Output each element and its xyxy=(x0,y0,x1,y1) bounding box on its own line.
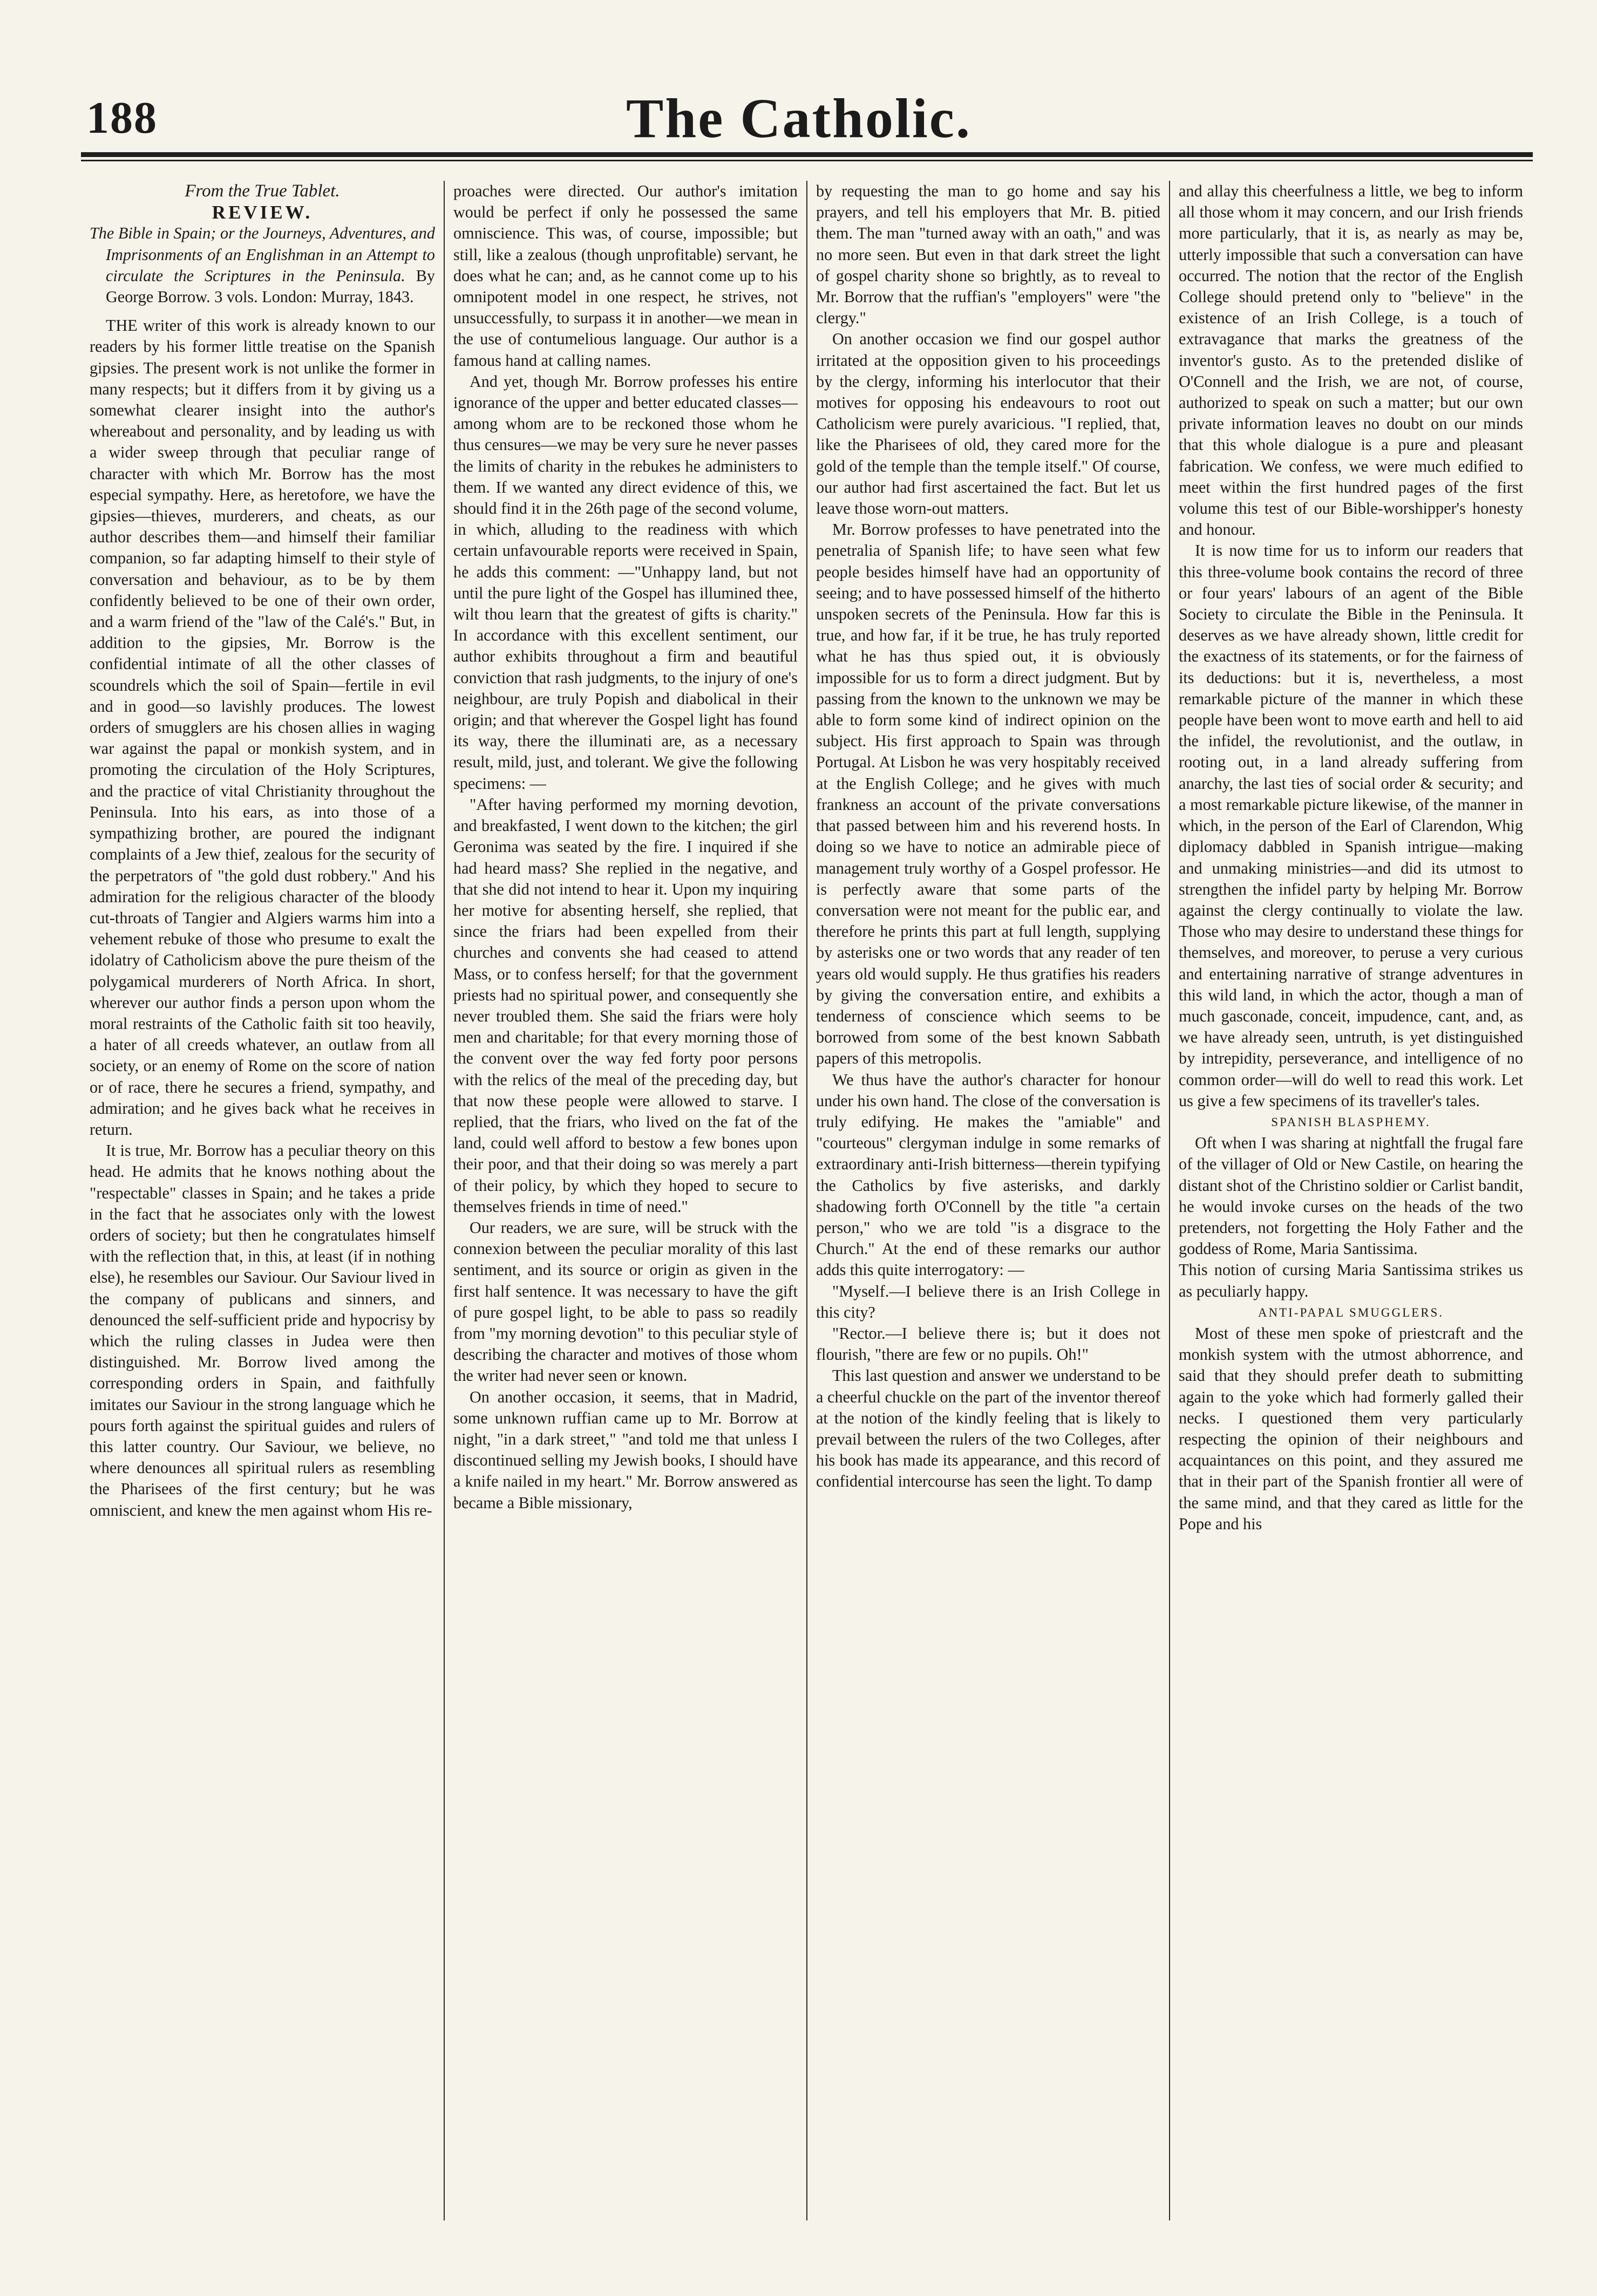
column-4 xyxy=(1169,181,1532,2220)
section-heading: REVIEW. xyxy=(212,202,313,223)
paragraph: On another occasion, it seems, that in Madrid, some unknown ruffian came up to Mr. Borrow at night, "in a dark street," "and told me that unless I discontinued selling my Jewish books, I should have a knife nailed in my heart." Mr. Borrow answered as became a Bible missionary, xyxy=(453,1387,798,1512)
paragraph: Oft when I was sharing at nightfall the frugal fare of the villager of Old or New Castile, on hearing the distant shot of the Christino soldier or Carlist bandit, he would invoke curses on the heads of the two pretenders, not forgetting the Holy Father and the goddess of Rome, Maria Santissima. xyxy=(1179,1134,1523,1258)
paragraph: and allay this cheerfulness a little, we beg to inform all those whom it may concern, and our Irish friends more particularly, that it is, as nearly as may be, utterly impossible that such a conversation can have occurred. The notion that the rector of the English College should pretend only to "believe" in the existence of an Irish College, is a touch of extravagance that marks the greatness of the inventor's gusto. As to the pretended dislike of O'Connell and the Irish, we are not, of course, authorized to speak on such a matter; but our own private information leaves no doubt on our minds that this whole dialogue is a pure and pleasant fabrication. We confess, we were much edified to meet within the first hundred pages of the first volume this test of our Bible-worshipper's honesty and honour. xyxy=(1179,182,1523,539)
quoted-dialogue: "Rector.—I believe there is; but it does not flourish, "there are few or no pupils. Oh!" xyxy=(816,1324,1160,1364)
subheading: ANTI-PAPAL SMUGGLERS. xyxy=(1258,1305,1444,1319)
paragraph: This last question and answer we understand to be a cheerful chuckle on the part of the inventor thereof at the notion of the kindly feeling that is likely to prevail between the rulers of the two Colleges, after his book has made its appearance, and this record of confidential intercourse has seen the light. To damp xyxy=(816,1366,1160,1491)
article-columns xyxy=(81,181,1533,2220)
paragraph: Most of these men spoke of priestcraft and the monkish system with the utmost abhorrence, and said that they should prefer death to submitting again to the yoke which had formerly galled their necks. I questioned them very particularly respecting the opinion of their neighbours and acquaintances on this point, and they assured me that in their part of the Spanish frontier all were of the same mind, and that they cared as little for the Pope and his xyxy=(1179,1324,1523,1533)
article-source: From the True Tablet. xyxy=(185,181,340,201)
column-3 xyxy=(806,181,1169,2220)
paragraph: It is now time for us to inform our readers that this three-volume book contains the record of three or four years' labours of an agent of the Bible Society to circulate the Bible in the Peninsula. It deserves as we have already shown, little credit for the exactness of its statements, or for the fairness of its deductions: but it is, nevertheless, a most remarkable picture of the manner in which these people have been wont to move earth and hell to aid the infidel, the revolutionist, and the outlaw, in rooting out, in a land already suffering from anarchy, the last ties of social order & security; and a most remarkable picture likewise, of the manner in which, in the person of the Earl of Clarendon, Whig diplomacy dabbled in Spanish intrigue—making and unmaking ministries—and did its utmost to strengthen the infidel party by helping Mr. Borrow against the clergy continually to violate the law. Those who may desire to understand these things for themselves, and moreover, to peruse a very curious and entertaining narrative of strange adventures in this wild land, in which the actor, though a man of much gasconade, conceit, impudence, cant, and, as we have already seen, untruth, is yet distinguished by intrepidity, perseverance, and intelligence of no common order—will do well to read this work. Let us give a few specimens of its traveller's tales. xyxy=(1179,541,1523,1110)
page-number: 188 xyxy=(86,93,158,143)
column-1 xyxy=(81,181,444,2220)
masthead xyxy=(86,81,1511,149)
paragraph: Mr. Borrow professes to have penetrated into the penetralia of Spanish life; to have seen what few people besides himself have had an opportunity of seeing; and to have possessed himself of the hitherto unspoken secrets of the Peninsula. How far this is true, and how far, if it be true, he has truly reported what he has thus spied out, it is obviously impossible for us to form a direct judgment. But by passing from the known to the unknown we may be able to form some kind of indirect opinion on the subject. His first approach to Spain was through Portugal. At Lisbon he was very hospitably received at the English College; and he gives with much frankness an account of the private conversations that passed between him and his reverend hosts. In doing so we have to notice an admirable piece of management truly worthy of a Gospel professor. He is perfectly aware that some parts of the conversation were not meant for the public ear, and therefore he prints this part at full length, supplying by asterisks one or two words that any reader of ten years old would supply. He thus gratifies his readers by giving the conversation entire, and exhibits a tenderness of conscience which seems to be borrowed from some of the best known Sabbath papers of this metropolis. xyxy=(816,520,1160,1068)
paragraph: THE writer of this work is already known to our readers by his former little treatise on the Spanish gipsies. The present work is not unlike the former in many respects; but it differs from it by giving us a somewhat clearer insight into the author's whereabout and personality, and by leading us with a wider sweep through that peculiar range of character with which Mr. Borrow has the most especial sympathy. Here, as heretofore, we have the gipsies—thieves, murderers, and cheats, as our author describes them—and himself their familiar companion, so far adapting himself to their style of conversation and behaviour, as to be by them confidently believed to be one of their own order, and a warm friend of the "law of the Calé's." But, in addition to the gipsies, Mr. Borrow is the confidential intimate of all the other classes of scoundrels which the soil of Spain—fertile in evil and in good—so lavishly produces. The lowest orders of smugglers are his chosen allies in waging war against the papal or monkish system, and in promoting the circulation of the Holy Scriptures, and the practice of vital Christianity throughout the Peninsula. Into his ears, as into those of a sympathizing brother, are poured the indignant complaints of a Jew thief, zealous for the security of the perpetrators of "the gold dust robbery." And his admiration for the religious character of the bloody cut-throats of Tangier and Algiers warms him into a vehement rebuke of those who presume to exalt the idolatry of Catholicism above the pure theism of the polygamical murderers of North Africa. In short, wherever our author finds a person upon whom the moral restraints of the Catholic faith sit too heavily, a hater of all creeds whatever, an outlaw from all society, or an enemy of Rome on the score of nation or of race, there he secures a friend, sympathy, and admiration; and he gives back what he receives in return. xyxy=(90,316,435,1139)
book-meta: By George Borrow. 3 vols. London: Murray, 1843. xyxy=(106,266,435,306)
column-2 xyxy=(444,181,806,2220)
paragraph: proaches were directed. Our author's imitation would be perfect if only he possessed the same omniscience. This was, of course, impossible; but still, like a zealous (though unprofitable) servant, he does what he can; and, as he cannot come up to his omnipotent model in one respect, he strives, not unsuccessfully, to surpass it in another—we mean in the use of contumelious language. Our author is a famous hand at calling names. xyxy=(453,182,798,370)
quoted-passage: "After having performed my morning devotion, and breakfasted, I went down to the kitchen; the girl Geronima was seated by the fire. I inquired if she had heard mass? She replied in the negative, and that she did not intend to hear it. Upon my inquiring her motive for absenting herself, she replied, that since the friars had been expelled from their churches and convents she had ceased to attend Mass, or to confess herself; for that the government priests had no spiritual power, and consequently she never troubled them. She said the friars were holy men and charitable; for that every morning those of the convent over the way fed forty poor persons with the relics of the meal of the preceding day, but that now these people were allowed to starve. I replied, that the friars, who lived on the fat of the land, could well afford to bestow a few bones upon their poor, and that their doing so was merely a part of their policy, by which they hoped to secure to themselves friends in time of need." xyxy=(453,795,798,1216)
paragraph: It is true, Mr. Borrow has a peculiar theory on this head. He admits that he knows nothing about the "respectable" classes in Spain; and he takes a pride in the fact that he associates only with the lowest orders of society; but then he congratulates himself with the reflection that, in this, at least (if in nothing else), he resembles our Saviour. Our Saviour lived in the company of publicans and sinners, and denounced the self-sufficient pride and hypocrisy by which the ruling classes in Judea were then distinguished. Mr. Borrow lived among the corresponding orders in Spain, and faithfully imitates our Saviour in the strong language which he pours forth against the spiritual guides and rulers of this latter country. Our Saviour, we believe, no where denounces all spiritual rulers as resembling the Pharisees of the first century; but he was omniscient, and knew the men against whom His re- xyxy=(90,1141,435,1520)
subheading: SPANISH BLASPHEMY. xyxy=(1271,1115,1431,1129)
quoted-dialogue: "Myself.—I believe there is an Irish College in this city? xyxy=(816,1282,1160,1321)
paragraph: And yet, though Mr. Borrow professes his entire ignorance of the upper and better educated classes—among whom are to be reckoned those whom he thus censures—we may be very sure he never passes the limits of charity in the rebukes he administers to them. If we wanted any direct evidence of this, we should find it in the 26th page of the second volume, in which, alluding to the readiness with which certain unfavourable reports were received in Spain, he adds this comment: —"Unhappy land, but not until the pure light of the Gospel has illumined thee, wilt thou learn that the greatest of gifts is charity." In accordance with this excellent sentiment, our author exhibits throughout a firm and beautiful conviction that rash judgments, to the injury of one's neighbour, are truly Popish and diabolical in their origin; and that wherever the Gospel light has found its way, there the illuminati are, as a necessary result, mild, just, and tolerant. We give the following specimens: — xyxy=(453,372,798,793)
header-rule-thin xyxy=(81,160,1533,161)
journal-title: The Catholic. xyxy=(626,87,971,149)
paragraph: This notion of cursing Maria Santissima strikes us as peculiarly happy. xyxy=(1179,1261,1523,1300)
book-title: The Bible in Spain; or the Journeys, Adventures, and Imprisonments of an Englishman in an Attempt to circulate the Scriptures in the Peninsula. xyxy=(90,224,435,285)
header-rule xyxy=(81,152,1533,157)
paragraph: by requesting the man to go home and say his prayers, and tell his employers that Mr. B. pitied them. The man "turned away with an oath," and was no more seen. But even in that dark street the light of gospel charity shone so brightly, as to reveal to Mr. Borrow that the ruffian's "employers" were "the clergy." xyxy=(816,182,1160,328)
paragraph: Our readers, we are sure, will be struck with the connexion between the peculiar morality of this last sentiment, and its source or origin as given in the first half sentence. It was necessary to have the gift of pure gospel light, to be able to pass so readily from "my morning devotion" to this peculiar style of describing the character and motives of those whom the writer had never seen or known. xyxy=(453,1218,798,1385)
paragraph: We thus have the author's character for honour under his own hand. The close of the conversation is truly edifying. He makes the "amiable" and "courteous" clergyman indulge in some remarks of extraordinary anti-Irish bitterness—therein typifying the Catholics by five asterisks, and darkly shadowing forth O'Connell by the title "a certain person," who we are told "is a disgrace to the Church." At the end of these remarks our author adds this quite interrogatory: — xyxy=(816,1070,1160,1279)
reviewed-book xyxy=(90,223,435,308)
paragraph: On another occasion we find our gospel author irritated at the opposition given to his proceedings by the clergy, informing his interlocutor that their motives for opposing his endeavours to root out Catholicism were purely avaricious. "I replied, that, like the Pharisees of old, they cared more for the gold of the temple than the temple itself." Of course, our author had first ascertained the fact. But let us leave those worn-out matters. xyxy=(816,330,1160,518)
